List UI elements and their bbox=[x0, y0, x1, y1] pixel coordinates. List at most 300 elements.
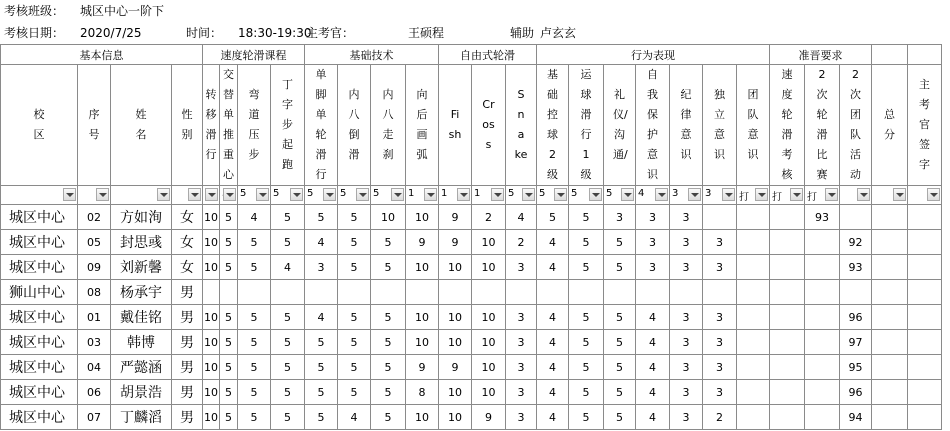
column-header[interactable] bbox=[908, 65, 942, 186]
table-cell[interactable] bbox=[872, 205, 908, 230]
table-cell[interactable] bbox=[872, 280, 908, 305]
table-cell[interactable]: 5 bbox=[305, 355, 338, 380]
filter-dropdown-icon[interactable] bbox=[256, 188, 269, 201]
table-cell[interactable]: 9 bbox=[472, 405, 506, 430]
filter-dropdown-icon[interactable] bbox=[188, 188, 201, 201]
table-cell[interactable]: 3 bbox=[670, 305, 703, 330]
table-cell[interactable]: 06 bbox=[78, 380, 111, 405]
column-header[interactable] bbox=[737, 65, 770, 186]
table-cell[interactable]: 95 bbox=[840, 355, 872, 380]
table-cell[interactable] bbox=[537, 280, 569, 305]
table-cell[interactable] bbox=[770, 255, 805, 280]
table-cell[interactable]: 3 bbox=[670, 405, 703, 430]
table-cell[interactable]: 4 bbox=[636, 380, 670, 405]
filter-dropdown-icon[interactable] bbox=[323, 188, 336, 201]
table-cell[interactable]: 10 bbox=[439, 255, 472, 280]
table-cell[interactable]: 5 bbox=[569, 255, 604, 280]
table-cell[interactable] bbox=[506, 280, 537, 305]
table-cell[interactable]: 2 bbox=[703, 405, 737, 430]
filter-dropdown-icon[interactable] bbox=[655, 188, 668, 201]
column-header[interactable] bbox=[840, 65, 872, 186]
table-cell[interactable] bbox=[472, 280, 506, 305]
table-cell[interactable]: 4 bbox=[537, 230, 569, 255]
table-cell[interactable]: 3 bbox=[604, 205, 636, 230]
table-cell[interactable]: 3 bbox=[703, 255, 737, 280]
table-cell[interactable] bbox=[220, 280, 238, 305]
table-cell[interactable]: 3 bbox=[703, 380, 737, 405]
table-cell[interactable]: 96 bbox=[840, 305, 872, 330]
filter-dropdown-icon[interactable] bbox=[290, 188, 303, 201]
column-header[interactable] bbox=[338, 65, 371, 186]
table-cell[interactable]: 5 bbox=[338, 380, 371, 405]
table-cell[interactable]: 10 bbox=[203, 355, 220, 380]
table-cell[interactable]: 5 bbox=[604, 305, 636, 330]
table-cell[interactable]: 5 bbox=[238, 305, 271, 330]
table-cell[interactable]: 5 bbox=[271, 230, 305, 255]
table-cell[interactable]: 5 bbox=[220, 380, 238, 405]
time-value[interactable]: 18:30-19:30 bbox=[238, 26, 312, 40]
table-cell[interactable]: 5 bbox=[220, 205, 238, 230]
table-cell[interactable] bbox=[908, 380, 942, 405]
table-cell[interactable]: 5 bbox=[338, 330, 371, 355]
table-cell[interactable]: 严懿涵 bbox=[111, 355, 172, 380]
table-cell[interactable]: 3 bbox=[703, 230, 737, 255]
table-cell[interactable]: 10 bbox=[406, 405, 439, 430]
table-cell[interactable]: 5 bbox=[569, 205, 604, 230]
table-cell[interactable] bbox=[271, 280, 305, 305]
table-cell[interactable]: 男 bbox=[172, 405, 203, 430]
table-cell[interactable]: 5 bbox=[604, 405, 636, 430]
table-cell[interactable] bbox=[338, 280, 371, 305]
table-cell[interactable]: 男 bbox=[172, 280, 203, 305]
table-cell[interactable] bbox=[908, 255, 942, 280]
table-cell[interactable] bbox=[908, 330, 942, 355]
table-cell[interactable]: 10 bbox=[371, 205, 406, 230]
column-header[interactable] bbox=[805, 65, 840, 186]
table-cell[interactable] bbox=[908, 280, 942, 305]
table-cell[interactable] bbox=[770, 205, 805, 230]
table-cell[interactable]: 3 bbox=[506, 405, 537, 430]
column-header[interactable] bbox=[770, 65, 805, 186]
table-cell[interactable]: 4 bbox=[537, 380, 569, 405]
table-cell[interactable] bbox=[770, 330, 805, 355]
table-cell[interactable]: 城区中心 bbox=[1, 330, 78, 355]
table-cell[interactable]: 女 bbox=[172, 205, 203, 230]
table-cell[interactable] bbox=[737, 380, 770, 405]
table-cell[interactable] bbox=[770, 280, 805, 305]
table-cell[interactable]: 3 bbox=[703, 330, 737, 355]
table-cell[interactable]: 4 bbox=[305, 305, 338, 330]
table-cell[interactable]: 5 bbox=[569, 330, 604, 355]
table-cell[interactable]: 4 bbox=[636, 305, 670, 330]
table-cell[interactable]: 5 bbox=[238, 405, 271, 430]
table-cell[interactable]: 10 bbox=[439, 305, 472, 330]
filter-dropdown-icon[interactable] bbox=[356, 188, 369, 201]
table-cell[interactable]: 4 bbox=[636, 330, 670, 355]
table-cell[interactable]: 5 bbox=[238, 355, 271, 380]
table-cell[interactable]: 97 bbox=[840, 330, 872, 355]
table-cell[interactable] bbox=[805, 380, 840, 405]
table-cell[interactable]: 10 bbox=[203, 305, 220, 330]
table-cell[interactable]: 10 bbox=[406, 305, 439, 330]
table-cell[interactable]: 城区中心 bbox=[1, 380, 78, 405]
table-cell[interactable]: 5 bbox=[220, 330, 238, 355]
table-cell[interactable]: 狮山中心 bbox=[1, 280, 78, 305]
table-cell[interactable]: 5 bbox=[604, 355, 636, 380]
table-cell[interactable]: 10 bbox=[472, 255, 506, 280]
filter-dropdown-icon[interactable] bbox=[63, 188, 76, 201]
table-cell[interactable]: 5 bbox=[220, 355, 238, 380]
column-header[interactable] bbox=[670, 65, 703, 186]
filter-dropdown-icon[interactable] bbox=[790, 188, 803, 201]
filter-dropdown-icon[interactable] bbox=[391, 188, 404, 201]
date-value[interactable]: 2020/7/25 bbox=[80, 26, 142, 40]
column-header[interactable] bbox=[371, 65, 406, 186]
table-cell[interactable]: 9 bbox=[439, 355, 472, 380]
table-cell[interactable]: 3 bbox=[670, 355, 703, 380]
filter-dropdown-icon[interactable] bbox=[893, 188, 906, 201]
column-header[interactable] bbox=[569, 65, 604, 186]
table-cell[interactable] bbox=[908, 230, 942, 255]
table-cell[interactable]: 10 bbox=[439, 330, 472, 355]
table-cell[interactable]: 封思彧 bbox=[111, 230, 172, 255]
table-cell[interactable]: 3 bbox=[703, 355, 737, 380]
table-cell[interactable]: 戴佳铭 bbox=[111, 305, 172, 330]
table-cell[interactable]: 05 bbox=[78, 230, 111, 255]
table-cell[interactable]: 3 bbox=[506, 380, 537, 405]
table-cell[interactable]: 94 bbox=[840, 405, 872, 430]
table-cell[interactable]: 男 bbox=[172, 380, 203, 405]
table-cell[interactable]: 5 bbox=[604, 330, 636, 355]
table-cell[interactable]: 3 bbox=[506, 355, 537, 380]
table-cell[interactable]: 5 bbox=[305, 205, 338, 230]
table-cell[interactable]: 9 bbox=[439, 205, 472, 230]
table-cell[interactable]: 5 bbox=[271, 330, 305, 355]
table-cell[interactable]: 5 bbox=[371, 405, 406, 430]
table-cell[interactable]: 10 bbox=[203, 205, 220, 230]
column-header[interactable] bbox=[472, 65, 506, 186]
table-cell[interactable] bbox=[908, 205, 942, 230]
table-cell[interactable]: 5 bbox=[537, 205, 569, 230]
table-cell[interactable]: 5 bbox=[338, 305, 371, 330]
column-header[interactable] bbox=[703, 65, 737, 186]
table-cell[interactable]: 5 bbox=[371, 355, 406, 380]
table-cell[interactable] bbox=[805, 405, 840, 430]
table-cell[interactable]: 10 bbox=[203, 330, 220, 355]
table-cell[interactable]: 韩博 bbox=[111, 330, 172, 355]
table-cell[interactable]: 3 bbox=[506, 305, 537, 330]
filter-dropdown-icon[interactable] bbox=[96, 188, 109, 201]
table-cell[interactable]: 3 bbox=[506, 255, 537, 280]
column-header[interactable] bbox=[537, 65, 569, 186]
filter-dropdown-icon[interactable] bbox=[722, 188, 735, 201]
filter-dropdown-icon[interactable] bbox=[621, 188, 634, 201]
table-cell[interactable]: 5 bbox=[569, 355, 604, 380]
table-cell[interactable]: 09 bbox=[78, 255, 111, 280]
table-cell[interactable] bbox=[872, 330, 908, 355]
column-header[interactable] bbox=[406, 65, 439, 186]
table-cell[interactable]: 4 bbox=[636, 355, 670, 380]
table-cell[interactable] bbox=[737, 255, 770, 280]
table-cell[interactable] bbox=[805, 305, 840, 330]
column-header[interactable] bbox=[1, 65, 78, 186]
table-cell[interactable] bbox=[872, 380, 908, 405]
table-cell[interactable]: 杨承宇 bbox=[111, 280, 172, 305]
table-cell[interactable] bbox=[770, 355, 805, 380]
table-cell[interactable]: 5 bbox=[271, 205, 305, 230]
table-cell[interactable]: 5 bbox=[238, 330, 271, 355]
table-cell[interactable] bbox=[770, 230, 805, 255]
table-cell[interactable]: 3 bbox=[670, 205, 703, 230]
table-cell[interactable]: 城区中心 bbox=[1, 230, 78, 255]
table-cell[interactable]: 5 bbox=[604, 255, 636, 280]
table-cell[interactable]: 方如洵 bbox=[111, 205, 172, 230]
column-header[interactable] bbox=[78, 65, 111, 186]
table-cell[interactable]: 5 bbox=[271, 405, 305, 430]
table-cell[interactable]: 5 bbox=[271, 380, 305, 405]
table-cell[interactable]: 10 bbox=[406, 255, 439, 280]
table-cell[interactable] bbox=[908, 405, 942, 430]
examiner-value[interactable]: 王硕程 bbox=[408, 26, 445, 40]
table-cell[interactable]: 丁麟滔 bbox=[111, 405, 172, 430]
table-cell[interactable]: 4 bbox=[537, 405, 569, 430]
table-cell[interactable]: 8 bbox=[406, 380, 439, 405]
table-cell[interactable]: 3 bbox=[305, 255, 338, 280]
table-cell[interactable]: 5 bbox=[271, 355, 305, 380]
table-cell[interactable]: 3 bbox=[670, 380, 703, 405]
column-header[interactable] bbox=[220, 65, 238, 186]
table-cell[interactable]: 4 bbox=[238, 205, 271, 230]
table-cell[interactable]: 10 bbox=[406, 205, 439, 230]
filter-dropdown-icon[interactable] bbox=[522, 188, 535, 201]
table-cell[interactable]: 5 bbox=[220, 230, 238, 255]
table-cell[interactable] bbox=[203, 280, 220, 305]
table-cell[interactable]: 5 bbox=[371, 330, 406, 355]
class-value[interactable]: 城区中心一阶下 bbox=[80, 4, 165, 18]
table-cell[interactable]: 4 bbox=[636, 405, 670, 430]
table-cell[interactable]: 3 bbox=[703, 305, 737, 330]
table-cell[interactable] bbox=[371, 280, 406, 305]
table-cell[interactable]: 3 bbox=[506, 330, 537, 355]
column-header[interactable] bbox=[271, 65, 305, 186]
column-header[interactable] bbox=[439, 65, 472, 186]
table-cell[interactable]: 93 bbox=[840, 255, 872, 280]
table-cell[interactable]: 4 bbox=[338, 405, 371, 430]
table-cell[interactable]: 5 bbox=[271, 305, 305, 330]
table-cell[interactable]: 5 bbox=[220, 305, 238, 330]
table-cell[interactable]: 4 bbox=[271, 255, 305, 280]
table-cell[interactable]: 5 bbox=[569, 305, 604, 330]
table-cell[interactable]: 3 bbox=[636, 205, 670, 230]
table-cell[interactable]: 08 bbox=[78, 280, 111, 305]
table-cell[interactable]: 93 bbox=[805, 205, 840, 230]
filter-dropdown-icon[interactable] bbox=[554, 188, 567, 201]
table-cell[interactable]: 4 bbox=[537, 330, 569, 355]
table-cell[interactable]: 9 bbox=[439, 230, 472, 255]
column-header[interactable] bbox=[872, 65, 908, 186]
filter-dropdown-icon[interactable] bbox=[157, 188, 170, 201]
table-cell[interactable]: 9 bbox=[406, 355, 439, 380]
table-cell[interactable]: 城区中心 bbox=[1, 305, 78, 330]
table-cell[interactable]: 3 bbox=[670, 230, 703, 255]
column-header[interactable] bbox=[111, 65, 172, 186]
table-cell[interactable]: 5 bbox=[371, 255, 406, 280]
table-cell[interactable] bbox=[636, 280, 670, 305]
table-cell[interactable]: 5 bbox=[238, 255, 271, 280]
table-cell[interactable]: 男 bbox=[172, 305, 203, 330]
table-cell[interactable]: 10 bbox=[203, 255, 220, 280]
table-cell[interactable]: 9 bbox=[406, 230, 439, 255]
table-cell[interactable]: 城区中心 bbox=[1, 255, 78, 280]
column-header[interactable] bbox=[636, 65, 670, 186]
table-cell[interactable]: 4 bbox=[305, 230, 338, 255]
filter-dropdown-icon[interactable] bbox=[927, 188, 940, 201]
table-cell[interactable] bbox=[805, 355, 840, 380]
table-cell[interactable]: 01 bbox=[78, 305, 111, 330]
table-cell[interactable] bbox=[604, 280, 636, 305]
table-cell[interactable]: 胡景浩 bbox=[111, 380, 172, 405]
table-cell[interactable] bbox=[872, 255, 908, 280]
table-cell[interactable]: 5 bbox=[238, 230, 271, 255]
table-cell[interactable]: 10 bbox=[406, 330, 439, 355]
table-cell[interactable]: 5 bbox=[238, 380, 271, 405]
table-cell[interactable] bbox=[805, 255, 840, 280]
table-cell[interactable]: 5 bbox=[604, 380, 636, 405]
table-cell[interactable] bbox=[737, 280, 770, 305]
table-cell[interactable]: 07 bbox=[78, 405, 111, 430]
table-cell[interactable]: 3 bbox=[636, 230, 670, 255]
table-cell[interactable]: 5 bbox=[371, 230, 406, 255]
table-cell[interactable]: 04 bbox=[78, 355, 111, 380]
table-cell[interactable] bbox=[305, 280, 338, 305]
table-cell[interactable]: 城区中心 bbox=[1, 205, 78, 230]
table-cell[interactable] bbox=[770, 380, 805, 405]
table-cell[interactable]: 5 bbox=[569, 380, 604, 405]
table-cell[interactable]: 10 bbox=[472, 330, 506, 355]
table-cell[interactable]: 5 bbox=[569, 405, 604, 430]
table-cell[interactable]: 5 bbox=[371, 380, 406, 405]
filter-dropdown-icon[interactable] bbox=[491, 188, 504, 201]
table-cell[interactable]: 5 bbox=[220, 255, 238, 280]
table-cell[interactable]: 92 bbox=[840, 230, 872, 255]
table-cell[interactable] bbox=[908, 355, 942, 380]
table-cell[interactable]: 5 bbox=[338, 255, 371, 280]
table-cell[interactable] bbox=[872, 355, 908, 380]
table-cell[interactable] bbox=[805, 280, 840, 305]
table-cell[interactable] bbox=[908, 305, 942, 330]
column-header[interactable] bbox=[238, 65, 271, 186]
table-cell[interactable]: 10 bbox=[472, 380, 506, 405]
table-cell[interactable]: 10 bbox=[439, 405, 472, 430]
table-cell[interactable] bbox=[840, 205, 872, 230]
table-cell[interactable] bbox=[872, 305, 908, 330]
table-cell[interactable]: 5 bbox=[338, 355, 371, 380]
table-cell[interactable]: 城区中心 bbox=[1, 355, 78, 380]
column-header[interactable] bbox=[203, 65, 220, 186]
table-cell[interactable]: 10 bbox=[472, 355, 506, 380]
filter-dropdown-icon[interactable] bbox=[205, 188, 218, 201]
table-cell[interactable]: 5 bbox=[604, 230, 636, 255]
table-cell[interactable] bbox=[737, 230, 770, 255]
filter-dropdown-icon[interactable] bbox=[755, 188, 768, 201]
table-cell[interactable]: 10 bbox=[472, 305, 506, 330]
table-cell[interactable]: 5 bbox=[338, 205, 371, 230]
table-cell[interactable] bbox=[703, 280, 737, 305]
assistant-value[interactable]: 卢玄玄 bbox=[540, 26, 577, 40]
table-cell[interactable]: 3 bbox=[636, 255, 670, 280]
table-cell[interactable]: 10 bbox=[203, 230, 220, 255]
table-cell[interactable]: 96 bbox=[840, 380, 872, 405]
filter-dropdown-icon[interactable] bbox=[457, 188, 470, 201]
table-cell[interactable] bbox=[872, 405, 908, 430]
table-cell[interactable]: 5 bbox=[305, 330, 338, 355]
table-cell[interactable]: 女 bbox=[172, 255, 203, 280]
table-cell[interactable] bbox=[805, 230, 840, 255]
column-header[interactable] bbox=[506, 65, 537, 186]
table-cell[interactable] bbox=[703, 205, 737, 230]
filter-dropdown-icon[interactable] bbox=[223, 188, 236, 201]
table-cell[interactable]: 10 bbox=[439, 380, 472, 405]
column-header[interactable] bbox=[604, 65, 636, 186]
table-cell[interactable] bbox=[872, 230, 908, 255]
filter-dropdown-icon[interactable] bbox=[857, 188, 870, 201]
table-cell[interactable]: 5 bbox=[220, 405, 238, 430]
table-cell[interactable]: 02 bbox=[78, 205, 111, 230]
table-cell[interactable]: 4 bbox=[537, 355, 569, 380]
table-cell[interactable]: 城区中心 bbox=[1, 405, 78, 430]
table-cell[interactable]: 4 bbox=[537, 305, 569, 330]
table-cell[interactable] bbox=[439, 280, 472, 305]
table-cell[interactable]: 5 bbox=[305, 380, 338, 405]
filter-dropdown-icon[interactable] bbox=[424, 188, 437, 201]
table-cell[interactable] bbox=[770, 405, 805, 430]
table-cell[interactable]: 10 bbox=[472, 230, 506, 255]
table-cell[interactable]: 4 bbox=[506, 205, 537, 230]
table-cell[interactable]: 3 bbox=[670, 255, 703, 280]
table-cell[interactable]: 男 bbox=[172, 330, 203, 355]
table-cell[interactable]: 10 bbox=[203, 380, 220, 405]
table-cell[interactable] bbox=[406, 280, 439, 305]
table-cell[interactable] bbox=[737, 405, 770, 430]
table-cell[interactable] bbox=[840, 280, 872, 305]
table-cell[interactable]: 5 bbox=[338, 230, 371, 255]
table-cell[interactable] bbox=[770, 305, 805, 330]
table-cell[interactable]: 4 bbox=[537, 255, 569, 280]
table-cell[interactable]: 5 bbox=[371, 305, 406, 330]
table-cell[interactable] bbox=[569, 280, 604, 305]
table-cell[interactable] bbox=[670, 280, 703, 305]
table-cell[interactable]: 5 bbox=[305, 405, 338, 430]
table-cell[interactable] bbox=[238, 280, 271, 305]
filter-dropdown-icon[interactable] bbox=[825, 188, 838, 201]
filter-dropdown-icon[interactable] bbox=[589, 188, 602, 201]
table-cell[interactable]: 刘新馨 bbox=[111, 255, 172, 280]
table-cell[interactable] bbox=[737, 355, 770, 380]
table-cell[interactable] bbox=[805, 330, 840, 355]
table-cell[interactable]: 2 bbox=[506, 230, 537, 255]
table-cell[interactable] bbox=[737, 305, 770, 330]
table-cell[interactable]: 2 bbox=[472, 205, 506, 230]
column-header[interactable] bbox=[172, 65, 203, 186]
table-cell[interactable]: 10 bbox=[203, 405, 220, 430]
table-cell[interactable]: 5 bbox=[569, 230, 604, 255]
table-cell[interactable] bbox=[737, 330, 770, 355]
table-cell[interactable]: 3 bbox=[670, 330, 703, 355]
table-cell[interactable] bbox=[737, 205, 770, 230]
filter-dropdown-icon[interactable] bbox=[688, 188, 701, 201]
column-header[interactable] bbox=[305, 65, 338, 186]
table-cell[interactable]: 03 bbox=[78, 330, 111, 355]
